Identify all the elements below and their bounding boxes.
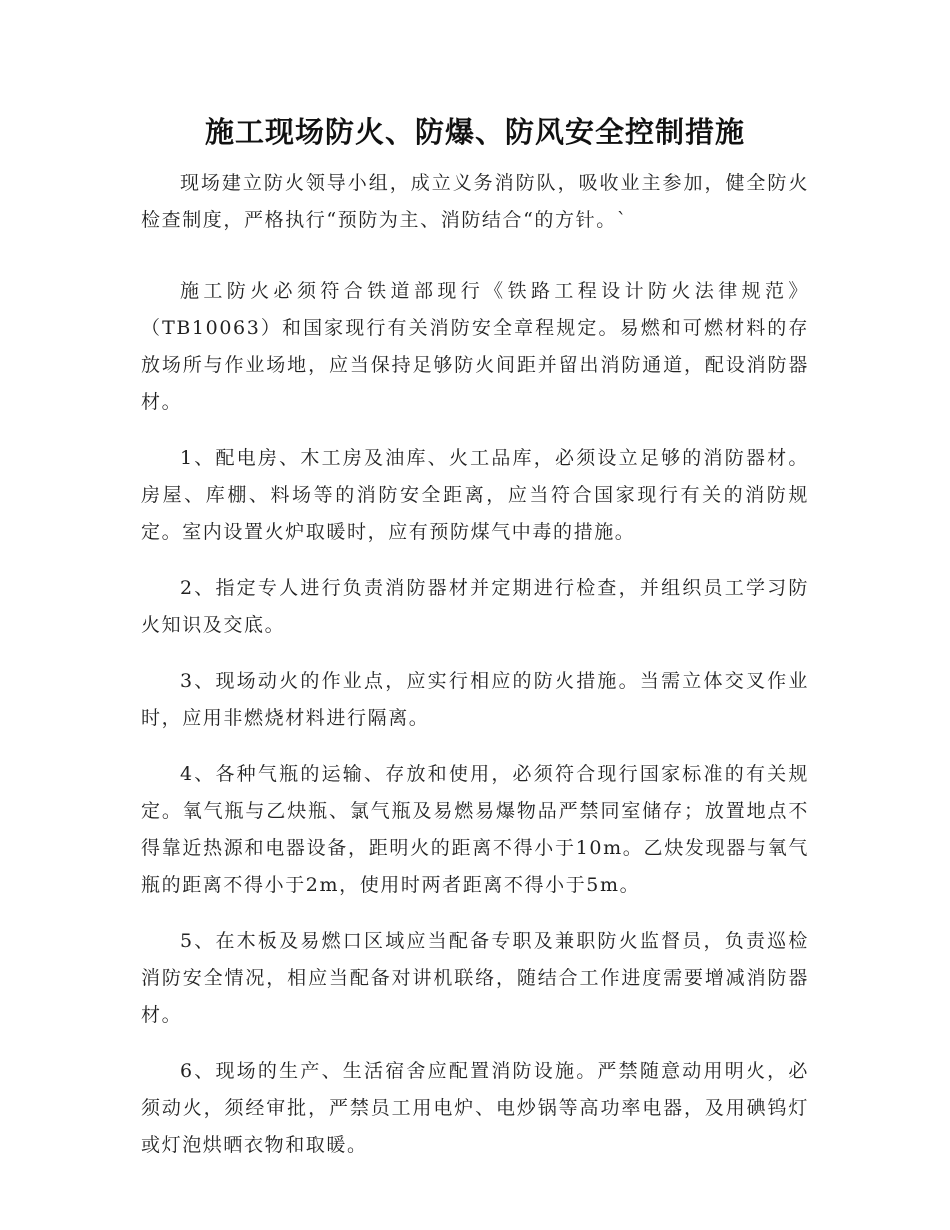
paragraph-item-4: 4、各种气瓶的运输、存放和使用，必须符合现行国家标准的有关规定。氧气瓶与乙炔瓶、氯气瓶及易燃易爆物品严禁同室储存；放置地点不得靠近热源和电器设备，距明火的距离不得小于10m。乙炔发现器与氧气瓶的距离不得小于2m，使用时两者距离不得小于5m。 (141, 763, 809, 896)
paragraph-item-3: 3、现场动火的作业点，应实行相应的防火措施。当需立体交叉作业时，应用非燃烧材料进行隔离。 (141, 670, 809, 729)
paragraph-intro: 现场建立防火领导小组，成立义务消防队，吸收业主参加，健全防火检查制度，严格执行“预防为主、消防结合“的方针。` (141, 172, 809, 231)
document-body (141, 165, 809, 1183)
paragraph-item-1: 1、配电房、木工房及油库、火工品库，必须设立足够的消防器材。房屋、库棚、料场等的消防安全距离，应当符合国家现行有关的消防规定。室内设置火炉取暖时，应有预防煤气中毒的措施。 (141, 447, 809, 543)
paragraph-item-6: 6、现场的生产、生活宿舍应配置消防设施。严禁随意动用明火，必须动火，须经审批，严禁员工用电炉、电炒锅等高功率电器，及用碘钨灯或灯泡烘晒衣物和取暖。 (141, 1060, 809, 1156)
paragraph-item-2: 2、指定专人进行负责消防器材并定期进行检查，并组织员工学习防火知识及交底。 (141, 577, 809, 636)
paragraph-regulation: 施工防火必须符合铁道部现行《铁路工程设计防火法律规范》（TB10063）和国家现行有关消防安全章程规定。易燃和可燃材料的存放场所与作业场地，应当保持足够防火间距并留出消防通道，配设消防器材。 (141, 280, 809, 413)
document-title: 施工现场防火、防爆、防风安全控制措施 (204, 115, 745, 149)
paragraph-item-5: 5、在木板及易燃口区域应当配备专职及兼职防火监督员，负责巡检消防安全情况，相应当配备对讲机联络，随结合工作进度需要增减消防器材。 (141, 930, 809, 1026)
